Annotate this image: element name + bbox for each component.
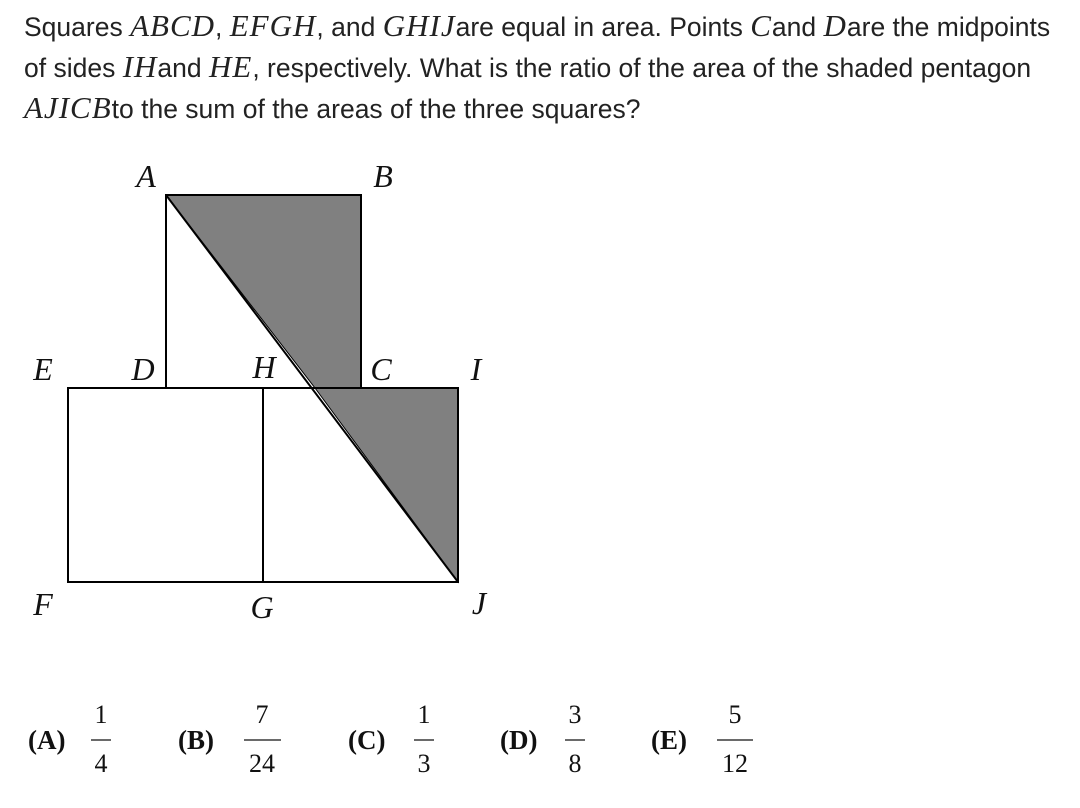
math-side-he: HE — [209, 49, 253, 84]
choice-d[interactable] — [500, 700, 585, 778]
label-j: J — [471, 585, 487, 621]
choice-b[interactable] — [178, 700, 281, 778]
problem-text-part: to the sum of the areas of the three squares? — [111, 94, 641, 124]
label-i: I — [470, 351, 482, 387]
choice-c-numerator: 1 — [417, 700, 431, 729]
choice-e-denominator: 12 — [722, 749, 748, 778]
choice-d-denominator: 8 — [568, 749, 582, 778]
choice-e-numerator: 5 — [728, 700, 742, 729]
label-b: B — [373, 158, 393, 194]
choice-b-numerator: 7 — [255, 700, 269, 729]
choice-a[interactable] — [28, 700, 111, 778]
problem-text-part: and — [157, 53, 209, 83]
label-d: D — [131, 351, 155, 387]
choice-a-denominator: 4 — [94, 749, 108, 778]
problem-text-part: and — [771, 12, 824, 42]
problem-text-part: , — [215, 12, 230, 42]
math-point-d: D — [823, 8, 847, 43]
label-a: A — [136, 158, 156, 194]
choice-b-letter: (B) — [178, 725, 214, 755]
math-square-abcd: ABCD — [130, 8, 216, 43]
math-point-c: C — [750, 8, 772, 43]
choice-c-letter: (C) — [348, 725, 386, 755]
choice-a-letter: (A) — [28, 725, 66, 755]
problem-text-part: are the midpoints of sides — [24, 12, 1051, 83]
label-f: F — [33, 586, 53, 622]
choice-d-letter: (D) — [500, 725, 538, 755]
choice-a-numerator: 1 — [94, 700, 108, 729]
math-pentagon-ajicb: AJICB — [24, 90, 112, 125]
choice-d-numerator: 3 — [568, 700, 582, 729]
choice-c-denominator: 3 — [417, 749, 431, 778]
label-c: C — [370, 351, 392, 387]
problem-text-part: , respectively. What is the ratio of the area of the shaded pentagon — [252, 53, 1032, 83]
math-side-ih: IH — [122, 49, 158, 84]
problem-text-part: Squares — [24, 12, 131, 42]
label-e: E — [33, 351, 53, 387]
label-g: G — [250, 589, 274, 625]
choice-c[interactable] — [348, 700, 434, 778]
choice-e[interactable] — [651, 700, 753, 778]
choice-b-denominator: 24 — [249, 749, 275, 778]
math-square-efgh: EFGH — [229, 8, 317, 43]
label-h: H — [252, 349, 276, 385]
choice-e-letter: (E) — [651, 725, 687, 755]
problem-text-part: are equal in area. Points — [455, 12, 751, 42]
problem-text-part: , and — [316, 12, 383, 42]
math-square-ghij: GHIJ — [382, 8, 456, 43]
